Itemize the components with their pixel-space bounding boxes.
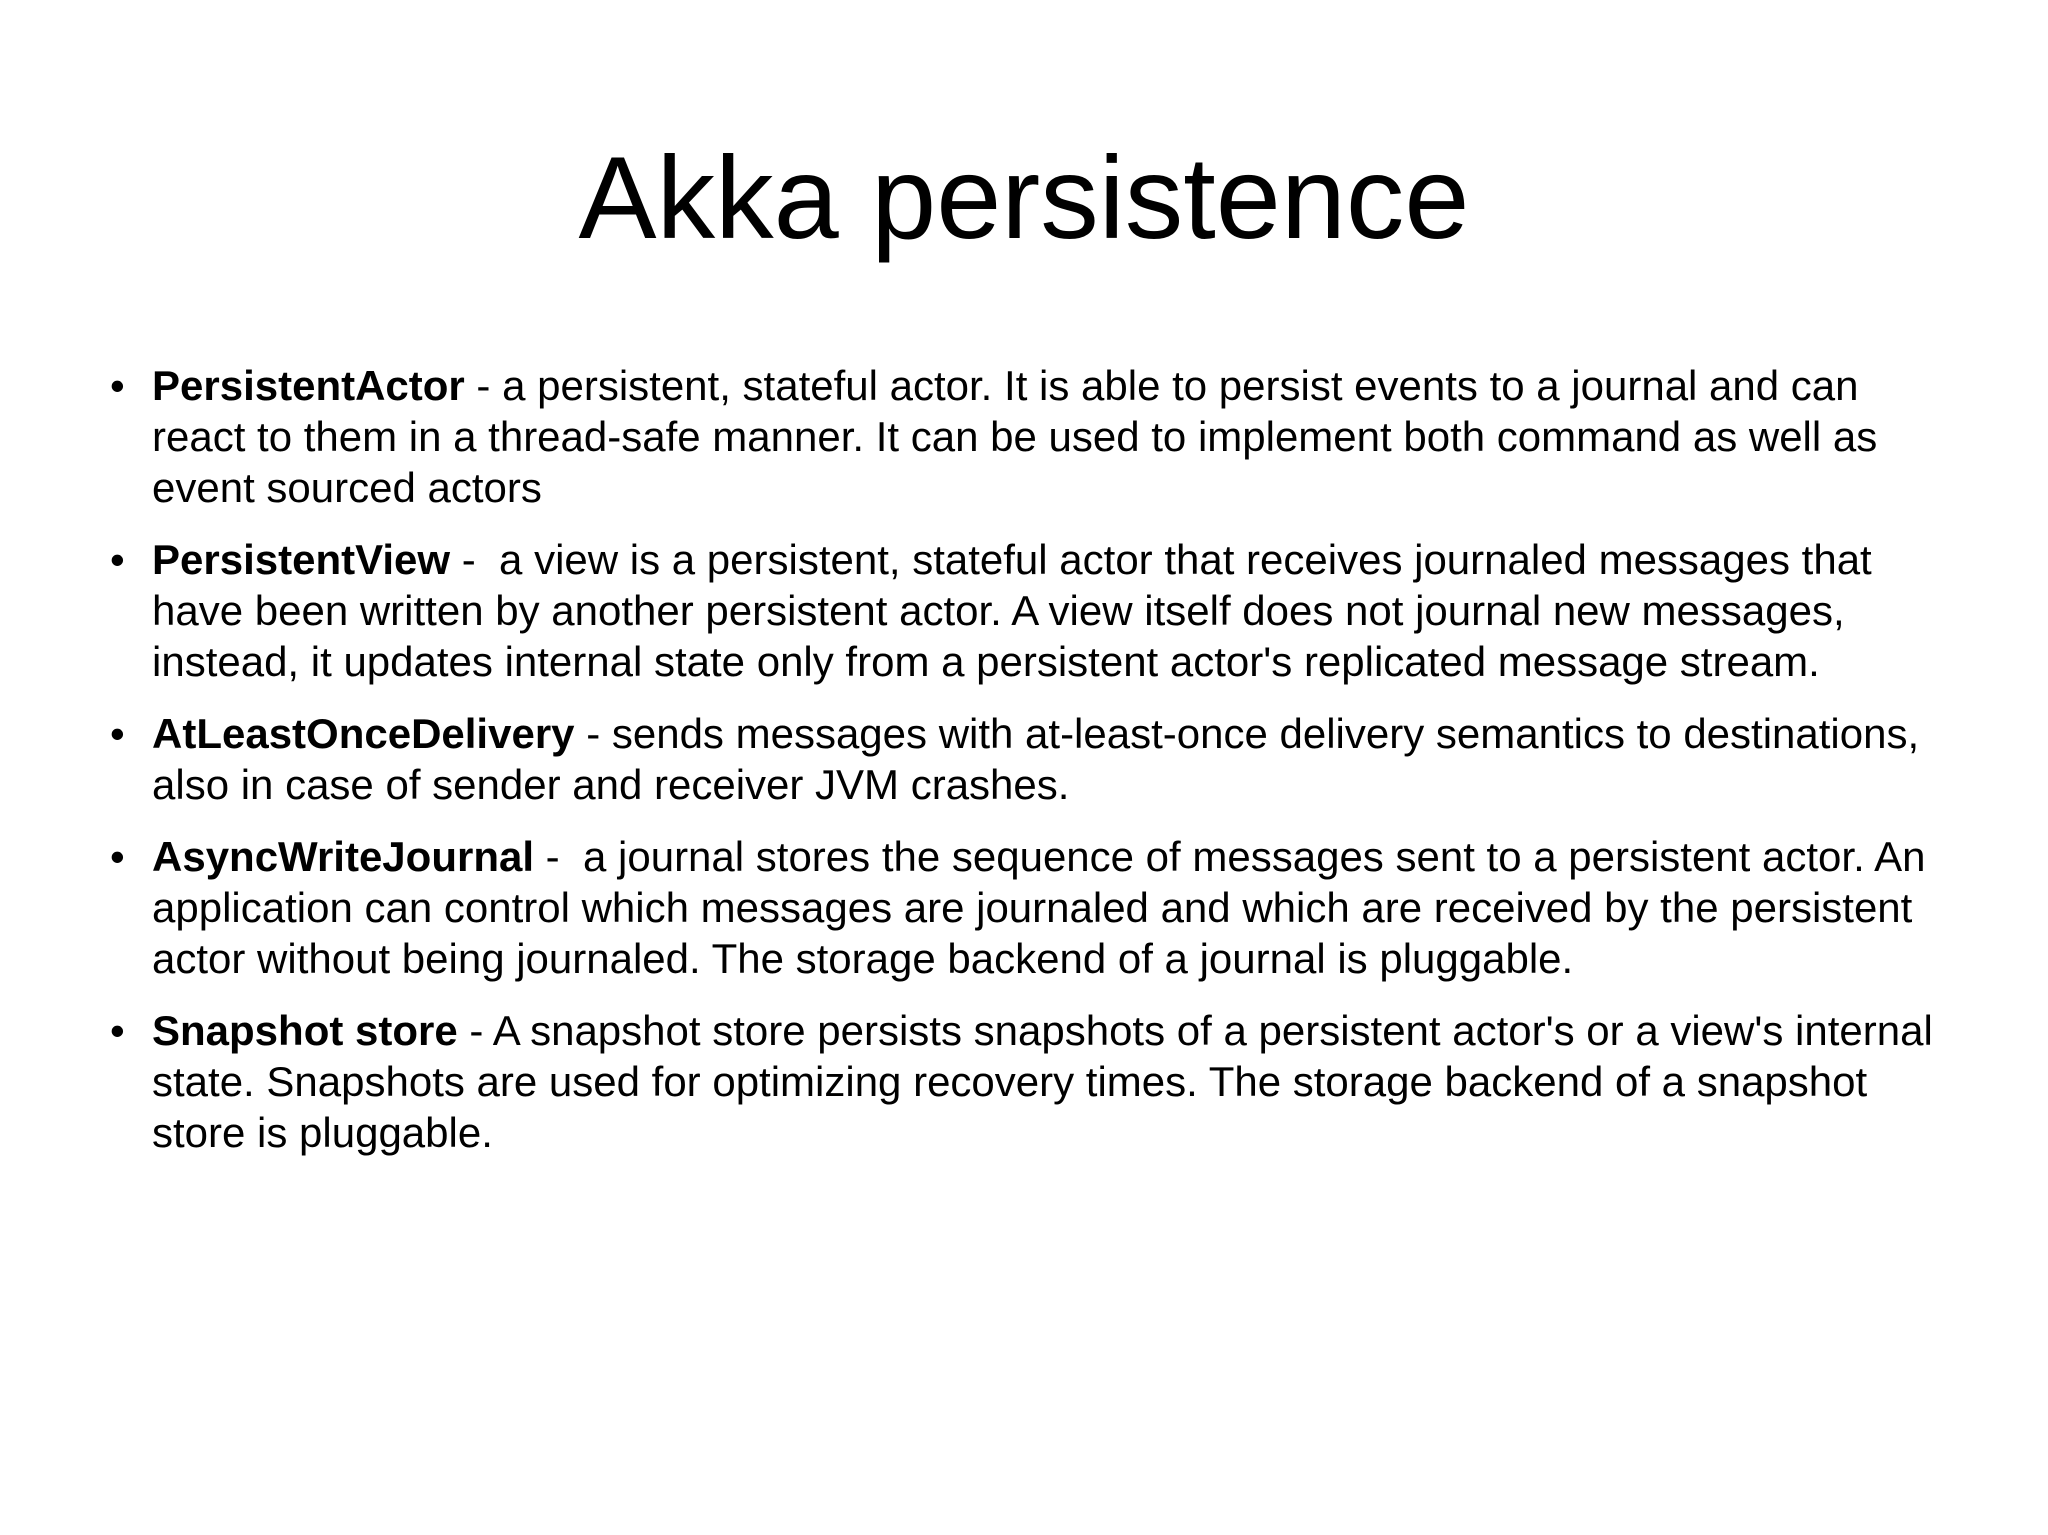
bullet-description: - A snapshot store persists snapshots of a persistent actor's or a view's internal state. Snapshots are used for optimizing recovery times. The storage backend of a snapshot store is pluggable. bbox=[152, 1007, 1933, 1156]
bullet-list bbox=[110, 360, 1950, 1179]
bullet-dot-icon: • bbox=[110, 536, 125, 583]
bullet-dot-icon: • bbox=[110, 833, 125, 880]
bullet-term: AtLeastOnceDelivery bbox=[152, 710, 575, 757]
bullet-description: - a view is a persistent, stateful actor that receives journaled messages that have been written by another persistent actor. A view itself does not journal new messages, instead, it updates internal state only from a persistent actor's replicated message stream. bbox=[152, 536, 1884, 685]
bullet-description: - a persistent, stateful actor. It is able to persist events to a journal and can react to them in a thread-safe manner. It can be used to implement both command as well as event sourced actors bbox=[152, 362, 1878, 511]
bullet-item-at-least-once-delivery bbox=[110, 708, 1950, 810]
bullet-item-snapshot-store bbox=[110, 1005, 1950, 1158]
slide-title: Akka persistence bbox=[578, 132, 1470, 263]
bullet-term: PersistentView bbox=[152, 536, 451, 583]
bullet-description: - a journal stores the sequence of messages sent to a persistent actor. An application can control which messages are journaled and which are received by the persistent actor without being journaled. The storage backend of a journal is pluggable. bbox=[152, 833, 1938, 982]
bullet-term: Snapshot store bbox=[152, 1007, 458, 1054]
bullet-item-persistent-actor bbox=[110, 360, 1950, 513]
bullet-dot-icon: • bbox=[110, 362, 125, 409]
bullet-dot-icon: • bbox=[110, 710, 125, 757]
bullet-term: AsyncWriteJournal bbox=[152, 833, 534, 880]
bullet-term: PersistentActor bbox=[152, 362, 465, 409]
bullet-description: - sends messages with at-least-once delivery semantics to destinations, also in case of sender and receiver JVM crashes. bbox=[152, 710, 1920, 808]
bullet-item-async-write-journal bbox=[110, 831, 1950, 984]
bullet-dot-icon: • bbox=[110, 1007, 125, 1054]
bullet-item-persistent-view bbox=[110, 534, 1950, 687]
